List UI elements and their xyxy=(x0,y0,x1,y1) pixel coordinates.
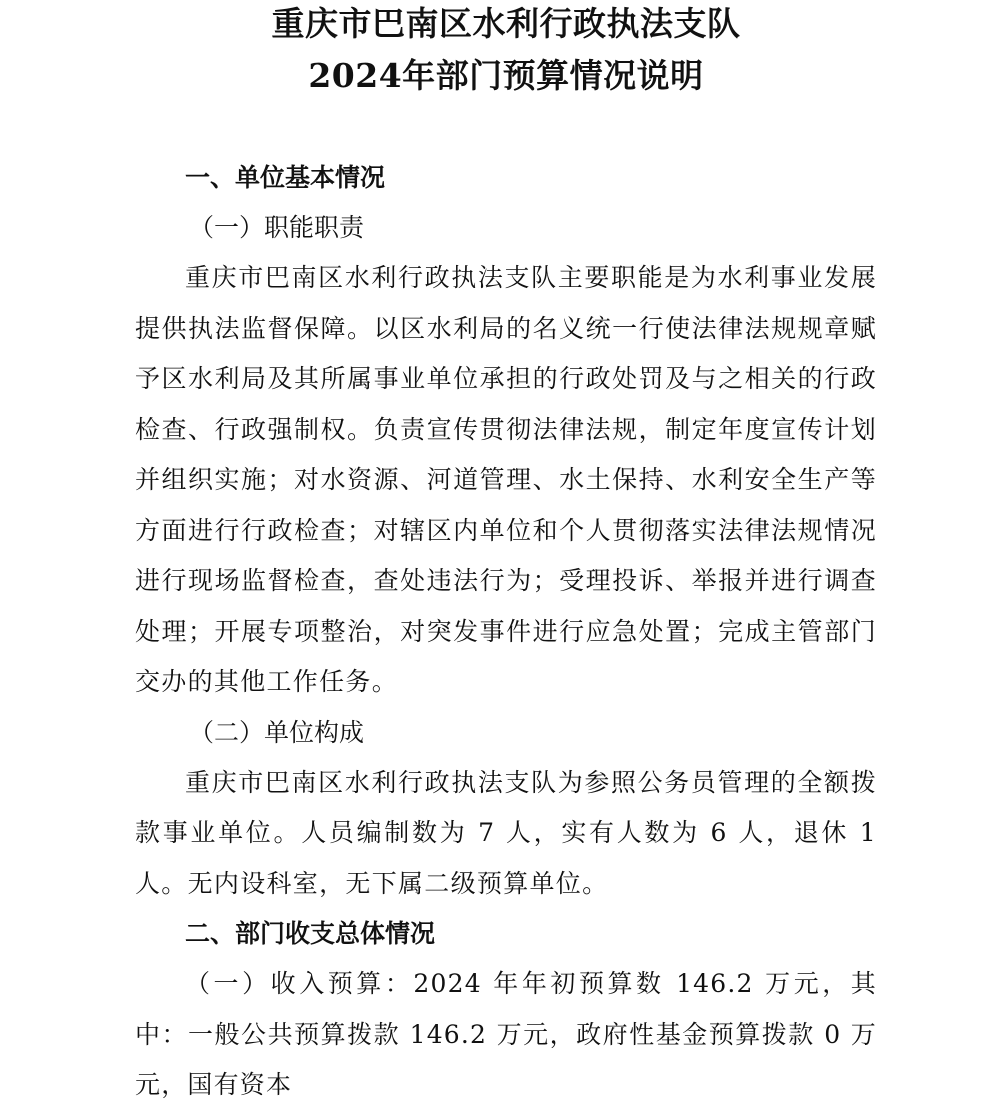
document-title-line1: 重庆市巴南区水利行政执法支队 xyxy=(271,4,741,43)
section-heading-basic-info: 一、单位基本情况 xyxy=(185,163,386,192)
section-heading-budget-overview: 二、部门收支总体情况 xyxy=(185,919,436,948)
paragraph-functions: 重庆市巴南区水利行政执法支队主要职能是为水利事业发展提供执法监督保障。以区水利局的名义统一行使法律法规规章赋予区水利局及其所属事业单位承担的行政处罚及与之相关的行政检查、行政强制权。负责宣传贯彻法律法规，制定年度宣传计划并组织实施；对水资源、河道管理、水土保持、水利安全生产等方面进行行政检查；对辖区内单位和个人贯彻落实法律法规情况进行现场监督检查，查处违法行为；受理投诉、举报并进行调查处理；开展专项整治，对突发事件进行应急处置；完成主管部门交办的其他工作任务。 xyxy=(135,263,877,696)
paragraph-income-budget: （一）收入预算：2024 年年初预算数 146.2 万元，其中：一般公共预算拨款 146.2 万元，政府性基金预算拨款 0 万元，国有资本 xyxy=(135,969,877,1099)
document-page xyxy=(135,0,877,1111)
spacer xyxy=(135,102,877,153)
subsection-heading-composition: （二）单位构成 xyxy=(189,717,365,747)
document-title-line2: 2024年部门预算情况说明 xyxy=(308,56,704,95)
subsection-heading-functions: （一）职能职责 xyxy=(189,213,365,242)
paragraph-composition: 重庆市巴南区水利行政执法支队为参照公务员管理的全额拨款事业单位。人员编制数为 7 人，实有人数为 6 人，退休 1 人。无内设科室，无下属二级预算单位。 xyxy=(135,767,877,898)
